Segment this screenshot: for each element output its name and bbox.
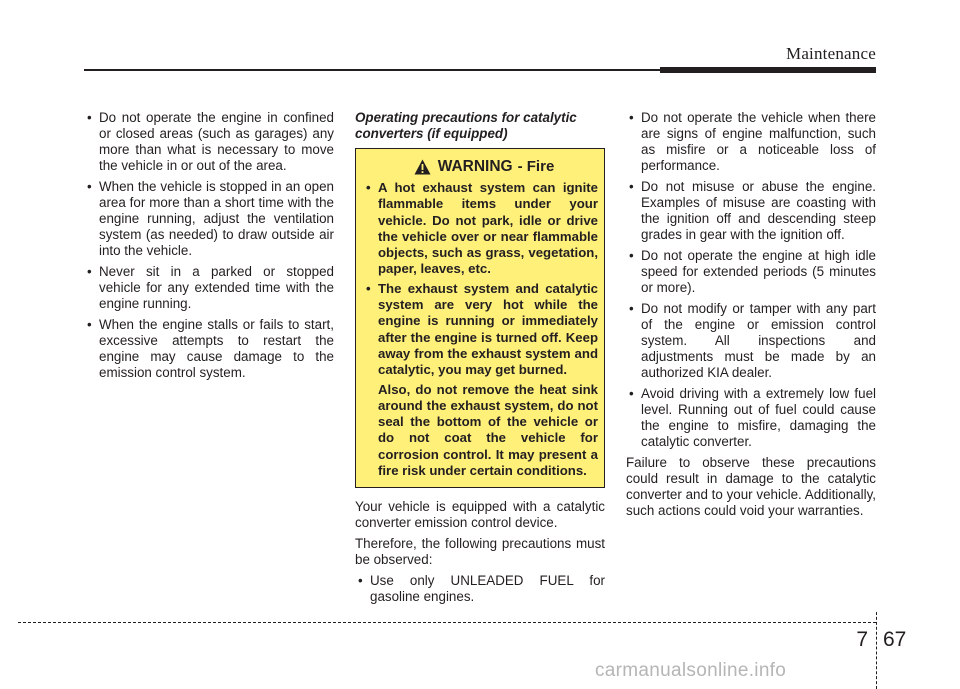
middle-column: [355, 110, 605, 610]
right-column: [626, 110, 876, 524]
warning-box: [355, 148, 605, 488]
left-bullet-list: [84, 110, 334, 381]
warning-item: • A hot exhaust system can ignite flammable items under your vehicle. Do not park, idle or drive the vehicle over or near flammable objects, such as grass, vegetation, paper, leaves, etc.: [364, 180, 598, 278]
watermark: carmanualsonline.info: [595, 660, 787, 681]
section-title: Maintenance: [786, 44, 876, 63]
list-item: • Do not misuse or abuse the engine. Examples of misuse are coasting with the ignition off and descending steep grades in gear with the ignition off.: [626, 179, 876, 243]
list-item: • Never sit in a parked or stopped vehicle for any extended time with the engine running.: [84, 264, 334, 312]
footer-divider: [876, 612, 877, 689]
list-item: • Do not modify or tamper with any part of the engine or emission control system. All inspections and adjustments must be made by an authorized KIA dealer.: [626, 301, 876, 381]
warning-item: • The exhaust system and catalytic system are very hot while the engine is running or immediately after the engine is turned off. Keep away from the exhaust system and catalytic, you may get burned.: [364, 281, 598, 379]
list-item: • When the vehicle is stopped in an open area for more than a short time with the engine running, adjust the ventilation system (as needed) to draw outside air into the vehicle.: [84, 179, 334, 259]
warning-list: [364, 180, 598, 379]
middle-bullet-list: [355, 573, 605, 605]
right-bullet-list: [626, 110, 876, 450]
list-item: • Do not operate the engine in confined or closed areas (such as garages) any more than what is necessary to move the vehicle in or out of the area.: [84, 110, 334, 174]
list-item: • Do not operate the engine at high idle speed for extended periods (5 minutes or more).: [626, 248, 876, 296]
chapter-number: 7: [856, 628, 868, 651]
catalytic-intro-paragraph: Your vehicle is equipped with a catalytic converter emission control device.: [355, 499, 605, 531]
list-item: • When the engine stalls or fails to start, excessive attempts to restart the engine may cause damage to the emission control system.: [84, 317, 334, 381]
header-rule-thin: [84, 69, 660, 71]
list-item: • Use only UNLEADED FUEL for gasoline engines.: [355, 573, 605, 605]
left-column: [84, 110, 334, 386]
list-item: • Do not operate the vehicle when there are signs of engine malfunction, such as misfire or a noticeable loss of performance.: [626, 110, 876, 174]
warning-triangle-icon: [414, 159, 431, 175]
precautions-intro-paragraph: Therefore, the following precautions must be observed:: [355, 536, 605, 568]
warning-title: WARNING: [437, 158, 513, 175]
catalytic-subheading: Operating precautions for catalytic converters (if equipped): [355, 110, 577, 141]
closing-paragraph: Failure to observe these precautions could result in damage to the catalytic converter and to your vehicle. Additionally, such actions could void your warranties.: [626, 455, 876, 518]
warning-extra-text: Also, do not remove the heat sink around the exhaust system, do not seal the bottom of the vehicle or do not coat the vehicle for corrosion control. It may present a fire risk under certain conditions.: [378, 381, 598, 479]
header-rule-thick: [660, 67, 876, 73]
footer-rule: [18, 622, 876, 623]
page-number: 67: [883, 628, 907, 651]
warning-header: [370, 159, 598, 175]
list-item: • Avoid driving with a extremely low fuel level. Running out of fuel could cause the engine to misfire, damaging the catalytic converter.: [626, 386, 876, 450]
warning-subtitle: - Fire: [517, 158, 555, 175]
